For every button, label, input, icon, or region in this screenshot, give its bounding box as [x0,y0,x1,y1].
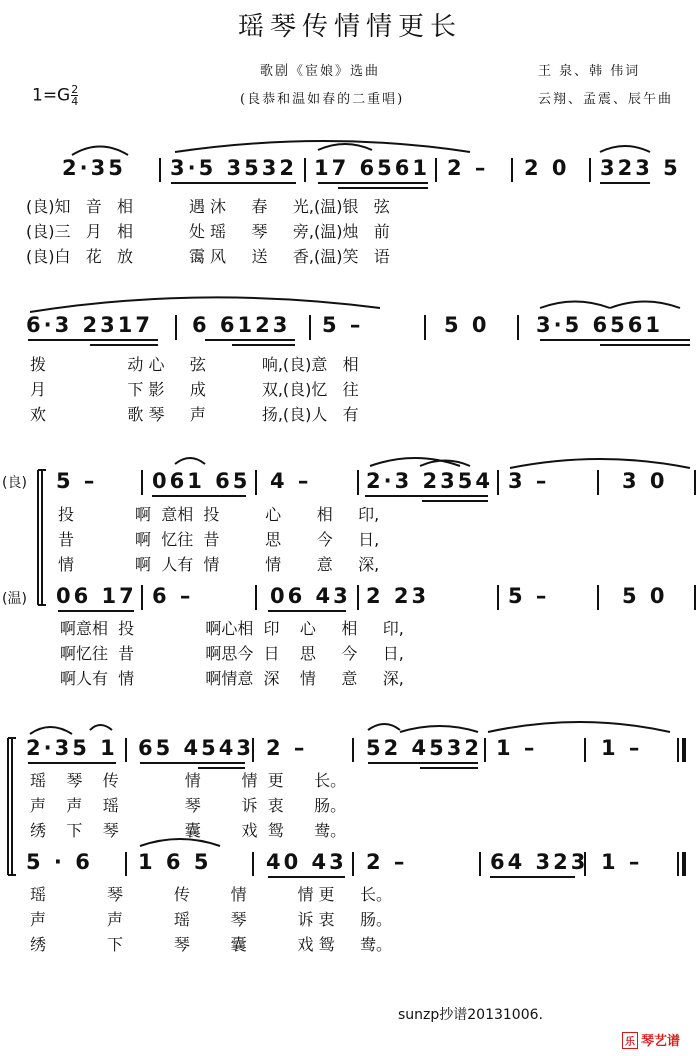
part-label-liang: (良) [2,475,27,491]
measure: 3·5 6561 [536,313,663,337]
transcriber-credit: sunzp抄谱20131006. [398,1007,543,1023]
measure: 2 – [447,156,489,180]
lyric-verse-3: 情 啊 人有 情 情 意 深, [58,555,380,574]
key-label: 1=G [32,85,71,106]
measure: 3·5 3532 [170,156,297,180]
part-label-wen: (温) [2,591,27,607]
lyric-verse-2: 啊忆往 昔 啊思今 日 思 今 日, [60,644,404,663]
measure: 2·35 1 [26,736,118,760]
measure: 2·3 2354 [366,469,493,493]
measure: 2 – [366,850,408,874]
measure: 2 23 [366,584,430,608]
composer-credit: 云翔、孟震、辰午曲 [538,92,674,107]
measure: 061 65 [152,469,251,493]
system-2-lyrics [30,352,359,427]
song-title: 瑶琴传情情更长 [237,12,462,42]
measure: 1 – [601,736,643,760]
measure: 3 – [508,469,550,493]
measure: 3 0 [622,469,668,493]
lyric-verse-2: 声 声 瑶 琴 诉 衷 肠。 [30,796,347,815]
measure: 1 – [601,850,643,874]
lyricist-credit: 王 泉、韩 伟词 [538,64,641,79]
measure: 6 6123 [192,313,291,337]
lyric-verse-2: 月 下 影 成 双,(良)忆 往 [30,380,359,399]
performance-note: (良恭和温如春的二重唱) [240,92,405,107]
lyric-verse-1: 瑶 琴 传 情 情 更 长。 [30,885,392,904]
measure: 5 – [508,584,550,608]
measure: 40 43 [266,850,347,874]
lyric-verse-1: 瑶 琴 传 情 情 更 长。 [30,771,347,790]
lyric-verse-3: (良)白 花 放 霭 风 送 香,(温)笑 语 [26,247,390,266]
measure: 5 0 [444,313,490,337]
lyric-verse-2: (良)三 月 相 处 瑶 琴 旁,(温)烛 前 [26,222,390,241]
system-5-lyrics [30,768,346,843]
lyric-verse-3: 绣 下 琴 囊 戏 鸳 鸯。 [30,935,392,954]
measure: 06 43 [270,584,351,608]
measure: 5 – [322,313,364,337]
system-6-lyrics [30,882,392,957]
lyric-verse-1: 拨 动 心 弦 响,(良)意 相 [30,355,359,374]
measure: 2 – [266,736,308,760]
measure: 5 · 6 [26,850,93,874]
lyric-verse-1: 投 啊 意相 投 心 相 印, [58,505,380,524]
lyric-verse-3: 欢 歌 琴 声 扬,(良)人 有 [30,405,359,424]
system-1-lyrics [26,194,390,269]
measure: 5 – [56,469,98,493]
measure: 17 6561 [314,156,430,180]
watermark-icon: 乐 [622,1032,638,1049]
measure: 6·3 2317 [26,313,153,337]
measure: 06 17 [56,584,137,608]
measure: 64 323 [490,850,589,874]
watermark-logo [622,1030,680,1049]
source-line: 歌剧《宦娘》选曲 [260,64,381,79]
measure: 52 4532 [366,736,482,760]
measure: 1 6 5 [138,850,212,874]
measure: 1 – [496,736,538,760]
system-3-lyrics [58,502,379,577]
measure: 2·35 [62,156,126,180]
measure: 65 4543 [138,736,254,760]
measure: 323 5 [600,156,681,180]
lyric-verse-1: 啊意相 投 啊心相 印 心 相 印, [60,619,404,638]
measure: 4 – [270,469,312,493]
lyric-verse-2: 声 声 瑶 琴 诉 衷 肠。 [30,910,392,929]
lyric-verse-3: 啊人有 情 啊情意 深 情 意 深, [60,669,404,688]
measure: 2 0 [524,156,570,180]
time-numerator: 2 [71,83,79,96]
lyric-verse-3: 绣 下 琴 囊 戏 鸳 鸯。 [30,821,347,840]
system-4-lyrics [60,616,404,691]
measure: 5 0 [622,584,668,608]
lyric-verse-2: 昔 啊 忆往 昔 思 今 日, [58,530,380,549]
lyric-verse-1: (良)知 音 相 遇 沐 春 光,(温)银 弦 [26,197,390,216]
measure: 6 – [152,584,194,608]
watermark-name: 琴艺谱 [641,1034,681,1049]
time-denominator: 4 [71,95,79,108]
